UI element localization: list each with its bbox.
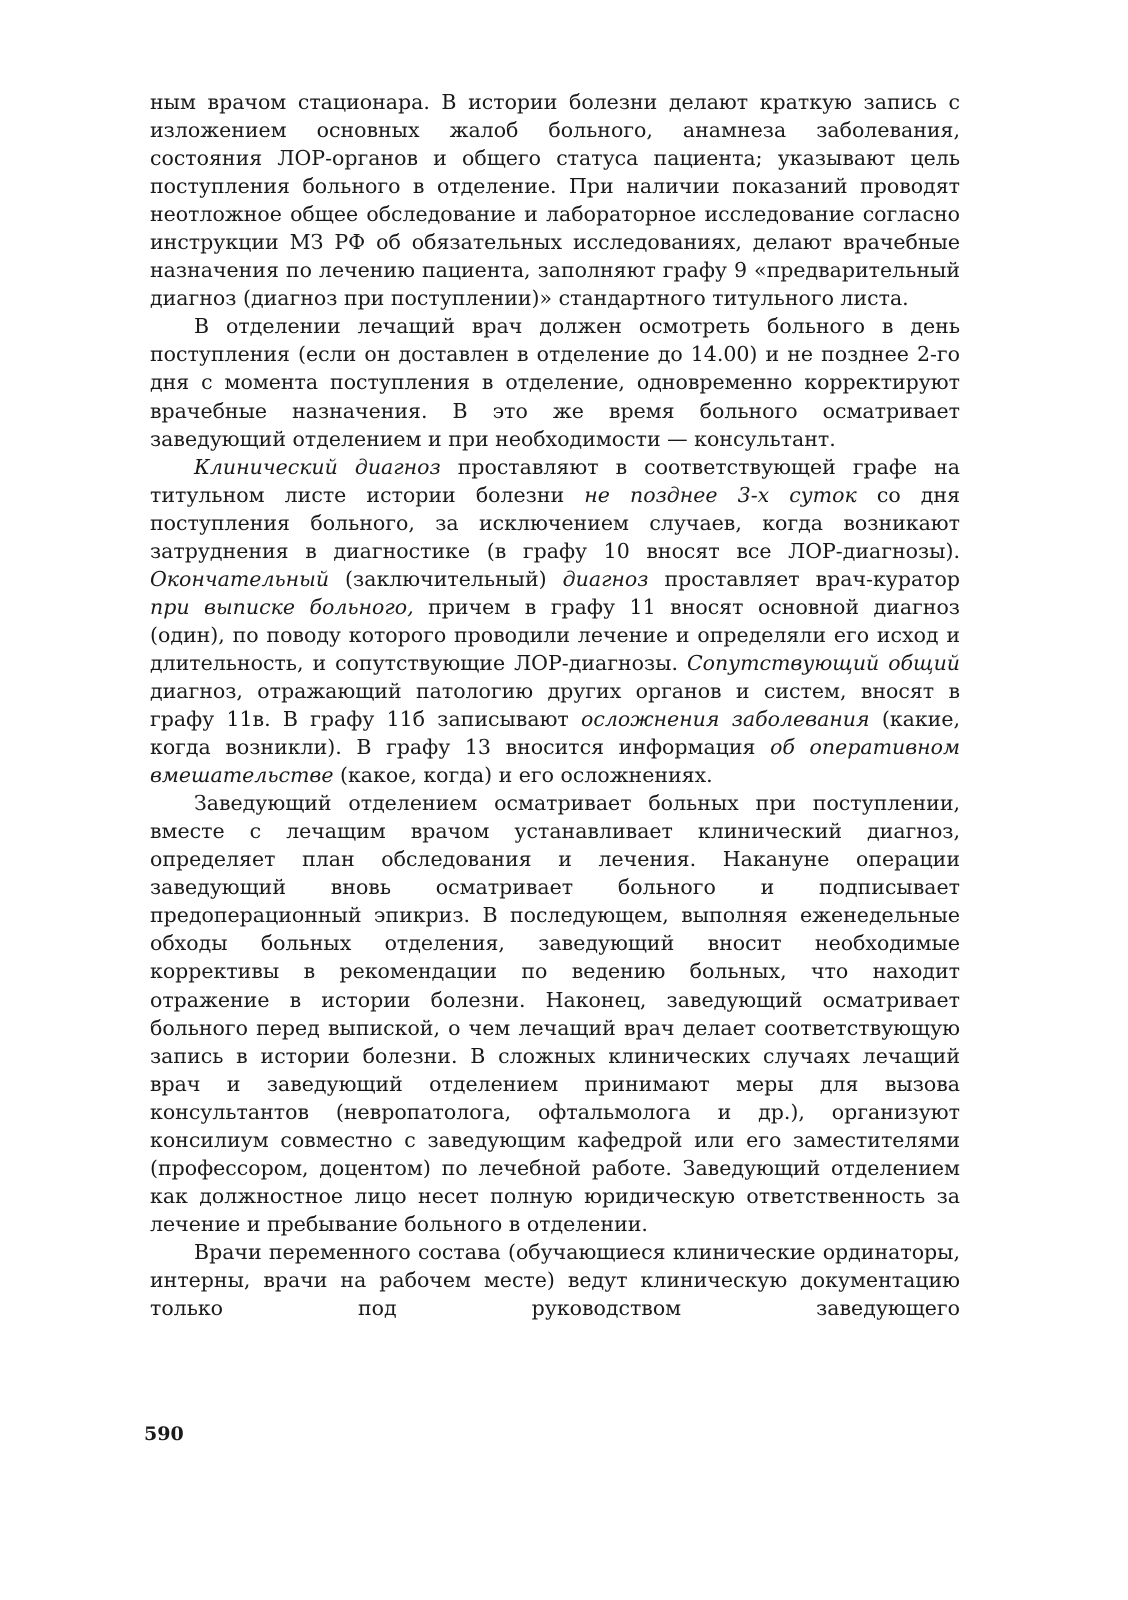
body-text <box>150 88 960 1322</box>
text-run: Врачи переменного состава (обучающиеся клинические ординаторы, интерны, врачи на рабочем месте) ведут клиническую документацию только под руководством заведующего <box>150 1239 960 1321</box>
text-run: причем в графу 11 вносят основной диагноз (один), по поводу которого проводили лечение и определяли его исход и длительность, и сопутствующие ЛОР-диагнозы. <box>150 594 960 675</box>
text-run: ным врачом стационара. В истории болезни делают краткую запись с изложением основных жалоб больного, анамнеза заболевания, состояния ЛОР-органов и общего статуса пациента; указывают цель поступления больного в отделение. При наличии показаний проводят неотложное общее обследование и лабораторное исследование согласно инструкции МЗ РФ об обязательных исследованиях, делают врачебные назначения по лечению пациента, заполняют графу 9 «предварительный диагноз (диагноз при поступлении)» стандартного титульного листа. <box>150 90 960 311</box>
text-run: В отделении лечащий врач должен осмотреть больного в день поступления (если он доставлен в отделение до 14.00) и не позднее 2-го дня с момента поступления в отделение, одновременно корректируют врачебные назначения. В это же время больного осматривает заведующий отделением и при необходимости — консультант. <box>150 314 960 451</box>
text-run: Заведующий отделением осматривает больных при поступлении, вместе с лечащим врачом устанавливает клинический диагноз, определяет план обследования и лечения. Накануне операции заведующий вновь осматривает больного и подписывает предоперационный эпикриз. В последующем, выполняя еженедельные обходы больных отделения, заведующий вносит необходимые коррективы в рекомендации по ведению больных, что находит отражение в истории болезни. Наконец, заведующий осматривает больного перед выпиской, о чем лечащий врач делает соответствующую запись в истории болезни. В сложных клинических случаях лечащий врач и заведующий отделением принимают меры для вызова консультантов (невропатолога, офтальмолога и др.), организуют консилиум совместно с заведующим кафедрой или его заместителями (профессором, доцентом) по лечебной работе. Заведующий отделением как должностное лицо несет полную юридическую ответственность за лечение и пребывание больного в отделении. <box>150 791 960 1236</box>
italic-term: не позднее 3-х суток <box>584 482 857 507</box>
text-run: (заключительный) <box>329 566 563 591</box>
italic-term: Клинический диагноз <box>194 454 441 479</box>
italic-term: Сопутствующий общий <box>686 650 960 675</box>
text-run: проставляют в соответствующей графе на титульном листе истории болезни <box>150 454 960 507</box>
paragraph <box>150 453 960 790</box>
italic-term: об оперативном вмешательстве <box>150 735 960 788</box>
paragraph <box>150 88 960 312</box>
paragraph <box>150 312 960 452</box>
text-run: проставляет врач-куратор <box>648 566 960 591</box>
text-run: диагноз, отражающий патологию других органов и систем, вносят в графу 11в. В графу 11б записывают <box>150 678 960 732</box>
text-run: (какие, когда возникли). В графу 13 вносится информация <box>150 707 960 760</box>
text-run: (какое, когда) и его осложнениях. <box>333 763 713 788</box>
italic-term: осложнения заболевания <box>581 707 870 732</box>
italic-term: при выписке больного, <box>150 594 414 619</box>
italic-term: диагноз <box>562 566 649 591</box>
text-run: со дня поступления больного, за исключением случаев, когда возникают затруднения в диагностике (в графу 10 вносят все ЛОР-диагнозы). <box>150 482 961 563</box>
page-number: 590 <box>144 1423 184 1445</box>
paragraph <box>150 1238 960 1322</box>
italic-term: Окончательный <box>150 566 330 591</box>
paragraph <box>150 789 960 1238</box>
